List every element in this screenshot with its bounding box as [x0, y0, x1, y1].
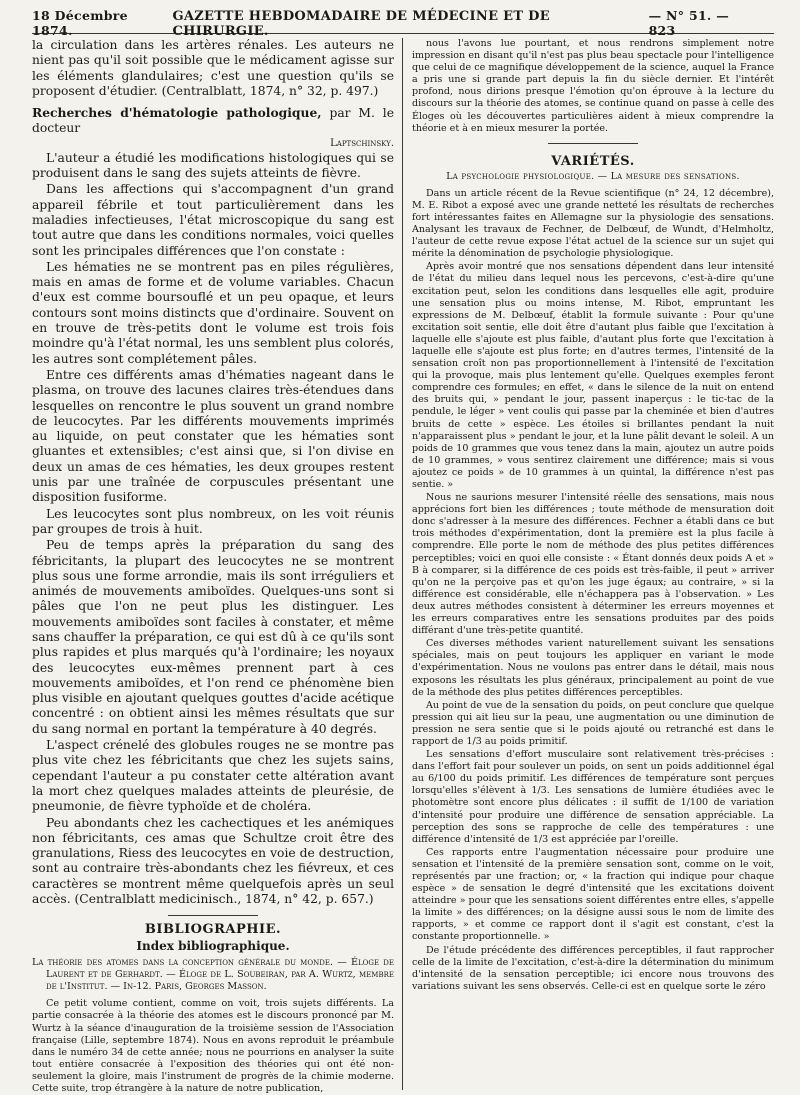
columns	[32, 38, 774, 1094]
varietes-paragraph: Dans un article récent de la Revue scientifique (n° 24, 12 décembre), M. E. Ribot a exposé avec une grande netteté les résultats de recherches fort intéressantes faites en Allemagne sur la physiologie des sensations. Analysant les travaux de Fechner, de Delbœuf, de Wundt, d'Helmholtz, l'auteur de cette revue expose l'état actuel de la science sur un sujet qui mérite la dénomination de psychologie physiologique.	[412, 187, 774, 260]
article-paragraph: Les leucocytes sont plus nombreux, on les voit réunis par groupes de trois à huit.	[32, 506, 394, 536]
header-title: GAZETTE HEBDOMADAIRE DE MÉDECINE ET DE CHIRURGIE.	[172, 9, 550, 39]
right-continued-paragraph: nous l'avons lue pourtant, et nous rendrons simplement notre impression en disant qu'il n'est pas plus beau spectacle pour l'intelligence que celui de ce magnifique développement de la science, auquel la France a pris une si grande part depuis la fin du siècle dernier. Et l'intérêt profond, nous dirions presque l'émotion qu'on éprouve à la lecture du discours sur la théorie des atomes, se continue quand on passe à celle des Éloges où les découvertes particulières aident à mieux comprendre la théorie et à en mieux mesurer la portée.	[412, 38, 774, 134]
left-intro-paragraph: la circulation dans les artères rénales. Les auteurs ne nient pas qu'il soit possible que le médicament agisse sur les éléments glandulaires; c'est une question qu'ils se proposent d'étudier. (Centralblatt, 1874, n° 32, p. 497.)	[32, 38, 394, 98]
varietes-paragraph: Au point de vue de la sensation du poids, on peut conclure que quelque pression qui ait lieu sur la peau, une augmentation ou une diminution de pression ne sera sentie que si le poids ajouté ou retranché est dans le rapport de 1/3 au poids primitif.	[412, 699, 774, 747]
varietes-paragraph: Ces diverses méthodes varient naturellement suivant les sensations spéciales, mais on peut toujours les appliquer en variant le mode d'expérimentation. Nous ne voulons pas entrer dans le détail, mais nous exposons les résultats les plus généraux, principalement au point de vue de la méthode des plus petites différences perceptibles.	[412, 638, 774, 698]
left-column	[32, 38, 403, 1094]
article-title: Recherches d'hématologie pathologique,	[32, 105, 322, 121]
article-paragraph: Entre ces différents amas d'hématies nageant dans le plasma, on trouve des lacunes claires très-étendues dans lesquelles on rencontre le plus souvent un grand nombre de leucocytes. Par les différents mouvements imprimés au liquide, on peut constater que les hématies sont gluantes et extensibles; c'est ainsi que, si l'on divise en deux un amas de ces hématies, les deux groupes restent unis par une traînée de corpuscules présentant une disposition fusiforme.	[32, 367, 394, 505]
varietes-paragraph: Ces rapports entre l'augmentation nécessaire pour produire une sensation et l'intensité de la première sensation sont, comme on le voit, représentés par une fraction; or, « la fraction qui indique pour chaque espèce » de sensation le degré d'intensité que les excitations doivent atteindre » pour que les sensations soient différentes entre elles, s'appelle la limite » des différences; on la désigne aussi sous le nom de limite des rapports, » et comme ce rapport dont il s'agit est constant, c'est la constante proportionnelle. »	[412, 846, 774, 943]
varietes-title: VARIÉTÉS.	[551, 153, 635, 169]
article-paragraph: Peu de temps après la préparation du sang des fébricitants, la plupart des leucocytes ne se montrent plus sous une forme arrondie, mais ils sont irréguliers et animés de mouvements amiboïdes. Quelques-uns sont si pâles que l'on ne peut plus les distinguer. Les mouvements amiboïdes sont faciles à constater, et même sans chauffer la préparation, ce qui est dû à ce qu'ils sont plus rapides et plus marqués qu'à l'ordinaire; les noyaux des leucocytes eux-mêmes prennent part à ces mouvements amiboïdes, et l'on rend ce phénomène bien plus visible en ajoutant quelques gouttes d'acide acétique concentré : on obtient ainsi les mêmes résultats que sur du sang normal en portant la température à 40 degrés.	[32, 538, 394, 736]
article-paragraph: Dans les affections qui s'accompagnent d'un grand appareil fébrile et tout particulièrement dans les maladies infectieuses, l'état microscopique du sang est tout autre que dans les conditions normales, voici quelles sont les principales différences que l'on constate :	[32, 182, 394, 258]
varietes-subtitle: La psychologie physiologique. — La mesure des sensations.	[446, 170, 740, 182]
article-author-prefix: par M. le docteur	[32, 106, 394, 136]
section-divider	[548, 143, 638, 144]
bibliography-entry: La théorie des atomes dans la conception générale du monde. — Éloge de Laurent et de Gerhardt. — Éloge de L. Soubeiran, par A. Wurtz, membre de l'Institut. — In-12. Paris, Georges Masson.	[32, 957, 394, 993]
article-paragraph: L'aspect crénelé des globules rouges ne se montre pas plus vite chez les fébricitants que chez les sujets sains, cependant l'auteur a pu constater cette altération avant la mort chez quelques malades atteints de pleurésie, de pneumonie, de fièvre typhoïde et de choléra.	[32, 738, 394, 814]
varietes-paragraph: Nous ne saurions mesurer l'intensité réelle des sensations, mais nous apprécions fort bien les différences ; toute méthode de mensuration doit donc s'adresser à la mesure des différences. Fechner a établi dans ce but trois méthodes d'expérimentation, dont la première est la plus facile à comprendre. Elle porte le nom de méthode des plus petites différences perceptibles; voici en quoi elle consiste : « Étant donnés deux poids A et » B à comparer, si la différence de ces poids est très-faible, il peut » arriver qu'on ne la perçoive pas et qu'on les juge égaux; au contraire, » si la différence est considérable, elle n'échappera pas à l'observation. » Les deux autres méthodes consistent à déterminer les erreurs moyennes et les erreurs comparatives entre les sensations produites par des poids différant d'une très-petite quantité.	[412, 492, 774, 637]
article-paragraph: Peu abondants chez les cachectiques et les anémiques non fébricitants, ces amas que Schultze croit être des granulations, Riess des leucocytes en voie de destruction, sont au contraire très-abondants chez les fiévreux, et ces caractères se montrent même quelquefois après un seul accès. (Centralblatt medicinisch., 1874, n° 42, p. 657.)	[32, 815, 394, 907]
section-divider	[168, 915, 258, 916]
article-heading	[32, 105, 394, 137]
header-issue	[649, 8, 774, 38]
article-author: Laptschinsky.	[330, 137, 394, 149]
varietes-paragraph: De l'étude précédente des différences perceptibles, il faut rapprocher celle de la limite de l'excitation, c'est-à-dire la détermination du minimum d'intensité de la sensation perceptible; ici encore nous trouvons des variations suivant les sens observés. Celle-ci est en quelque sorte le zéro	[412, 944, 774, 992]
varietes-paragraph: Après avoir montré que nos sensations dépendent dans leur intensité de l'état du milieu dans lequel nous les percevons, c'est-à-dire qu'une excitation peut, selon les conditions dans lesquelles elle agit, produire une sensation plus ou moins intense, M. Ribot, empruntant les expressions de M. Delbœuf, établit la formule suivante : Pour qu'une excitation soit sentie, elle doit être d'autant plus faible que l'excitation à laquelle elle s'ajoute est plus faible, d'autant plus forte que l'excitation à laquelle elle s'ajoute est plus forte; en d'autres termes, l'intensité de la sensation croît non pas proportionnellement à l'intensité de l'excitation qui la provoque, mais plus lentement qu'elle. Quelques exemples feront comprendre ces formules; en effet, « dans le silence de la nuit on entend des bruits qui, » pendant le jour, passent inaperçus : le tic-tac de la pendule, le léger » vent coulis qui passe par la cheminée et bien d'autres bruits de cette » espèce. Les étoiles si brillantes pendant la nuit n'apparaissent plus » pendant le jour, et la lune pâlit devant le soleil. A un poids de 10 grammes que vous tenez dans la main, ajoutez un autre poids de 10 grammes, » vous sentirez clairement une différence; mais si vous ajoutez ce poids » de 10 grammes à un quintal, la différence n'est pas sentie. »	[412, 261, 774, 490]
header-page-number: 823	[648, 23, 676, 38]
article-paragraph: Les hématies ne se montrent pas en piles régulières, mais en amas de forme et de volume variables. Chacun d'eux est comme boursouflé et un peu opaque, et leurs contours sont moins distincts que d'ordinaire. Souvent on en trouve de très-petits dont le volume est trois fois moindre qu'à l'état normal, les uns semblent plus colorés, les autres sont complétement pâles.	[32, 259, 394, 366]
page-header	[32, 8, 774, 39]
header-date: 18 Décembre 1874.	[32, 8, 128, 38]
article-paragraph: L'auteur a étudié les modifications histologiques qui se produisent dans le sang des sujets atteints de fièvre.	[32, 150, 394, 181]
header-issue-number: — N° 51. —	[648, 8, 730, 23]
varietes-paragraph: Les sensations d'effort musculaire sont relativement très-précises : dans l'effort fait pour soulever un poids, on sent un poids additionnel égal au 6/100 du poids primitif. Les différences de température sont perçues lorsqu'elles s'élèvent à 1/3. Les sensations de lumière étudiées avec le photomètre sont encore plus délicates : il suffit de 1/100 de variation d'intensité pour produire une différence de sensation appréciable. La perception des sons se rapproche de celle des températures : une différence d'intensité de 1/3 est appréciée par l'oreille.	[412, 749, 774, 845]
right-column	[403, 38, 774, 1090]
index-title: Index bibliographique.	[136, 939, 290, 954]
bibliography-text: Ce petit volume contient, comme on voit, trois sujets différents. La partie consacrée à la théorie des atomes est le discours prononcé par M. Wurtz à la séance d'inauguration de la troisième session de l'Association française (Lille, septembre 1874). Nous en avons reproduit le préambule dans le numéro 34 de cette année; nous ne pourrions en analyser la suite tout entière consacrée à l'exposition des théories qui ont été non-seulement la gloire, mais l'instrument de progrès de la chimie moderne. Cette suite, trop étrangère à la nature de notre publication,	[32, 998, 394, 1094]
bibliography-title: BIBLIOGRAPHIE.	[144, 922, 282, 938]
